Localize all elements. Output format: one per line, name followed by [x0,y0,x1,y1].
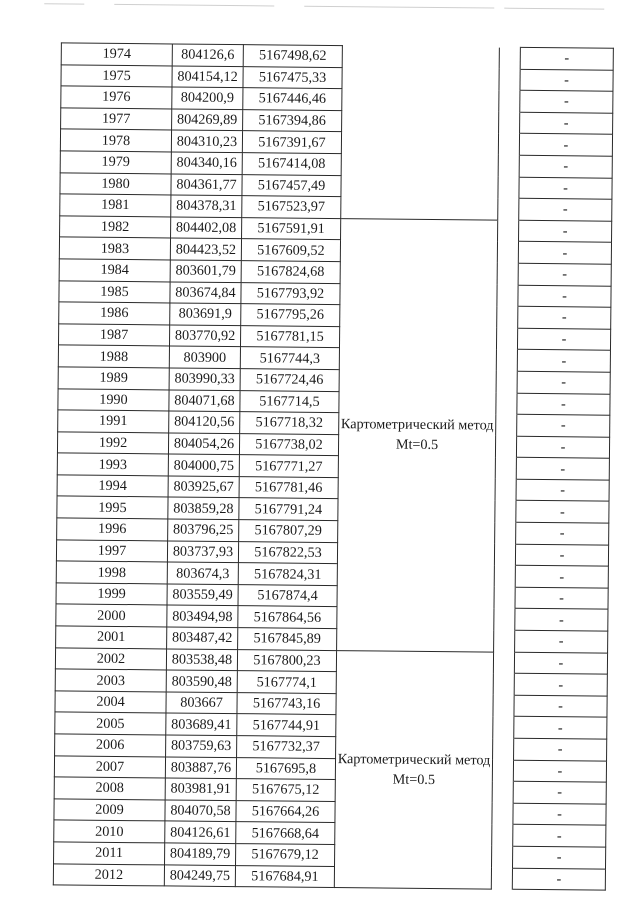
year-cell: 1983 [59,237,170,260]
method-cell-empty [342,46,499,69]
table-row [53,863,605,890]
column-gap [495,501,516,523]
accuracy-cell: - [517,414,610,436]
y-coordinate-cell: 5167732,37 [237,736,336,759]
y-coordinate-cell: 5167679,12 [236,844,335,867]
year-cell: 1976 [61,86,172,109]
column-gap [494,587,515,609]
year-cell: 2005 [55,712,166,735]
accuracy-cell: - [513,781,606,803]
year-cell: 1989 [58,367,169,390]
accuracy-cell: - [512,868,605,890]
x-coordinate-cell: 803674,3 [167,562,238,584]
x-coordinate-cell: 804120,56 [169,411,240,433]
accuracy-cell: - [520,69,613,91]
year-cell: 2006 [55,734,166,757]
method-accuracy-label: Mt=0.5 [392,771,436,788]
y-coordinate-cell: 5167774,1 [237,671,336,694]
y-coordinate-cell: 5167523,97 [242,196,341,219]
column-gap [496,349,517,371]
x-coordinate-cell: 803559,49 [167,584,238,606]
accuracy-cell: - [512,846,605,868]
accuracy-cell: - [519,155,612,177]
column-gap [497,306,518,328]
y-coordinate-cell: 5167800,23 [237,649,336,672]
y-coordinate-cell: 5167822,53 [238,541,337,564]
year-cell: 1987 [58,324,169,347]
x-coordinate-cell: 803691,9 [170,303,241,325]
y-coordinate-cell: 5167874,4 [238,584,337,607]
x-coordinate-cell: 803770,92 [169,325,240,347]
year-cell: 1982 [60,216,171,239]
column-gap [492,824,513,846]
x-coordinate-cell: 804070,58 [165,800,236,822]
accuracy-cell: - [513,803,606,825]
column-gap [499,47,520,69]
year-cell: 2007 [54,755,165,778]
y-coordinate-cell: 5167793,92 [241,282,340,305]
y-coordinate-cell: 5167457,49 [242,174,341,197]
column-gap [496,393,517,415]
accuracy-cell: - [516,501,609,523]
accuracy-cell: - [516,522,609,544]
year-cell: 1986 [59,302,170,325]
accuracy-cell: - [520,47,613,69]
year-cell: 1978 [60,129,171,152]
coordinates-table-body [53,43,613,890]
column-gap [493,716,514,738]
x-coordinate-cell: 804361,77 [171,174,242,196]
method-cell-empty [341,175,498,198]
x-coordinate-cell: 803494,98 [167,605,238,627]
column-gap [493,652,514,674]
accuracy-cell: - [519,220,612,242]
x-coordinate-cell: 803667 [166,692,237,714]
column-gap [499,69,520,91]
column-gap [497,285,518,307]
x-coordinate-cell: 804126,6 [172,44,243,66]
accuracy-cell: - [515,609,608,631]
x-coordinate-cell: 804378,31 [171,195,242,217]
x-coordinate-cell: 803689,41 [166,713,237,735]
year-cell: 1988 [58,345,169,368]
accuracy-cell: - [517,328,610,350]
year-cell: 2004 [55,691,166,714]
y-coordinate-cell: 5167744,91 [237,714,336,737]
y-coordinate-cell: 5167391,67 [242,131,341,154]
year-cell: 1975 [61,64,172,87]
method-cell-empty [342,89,499,112]
y-coordinate-cell: 5167675,12 [236,779,335,802]
y-coordinate-cell: 5167791,24 [239,498,338,521]
year-cell: 2001 [56,626,167,649]
y-coordinate-cell: 5167714,5 [240,390,339,413]
accuracy-cell: - [516,458,609,480]
accuracy-cell: - [514,695,607,717]
x-coordinate-cell: 803990,33 [169,368,240,390]
year-cell: 2011 [54,842,165,865]
x-coordinate-cell: 804071,68 [169,389,240,411]
x-coordinate-cell: 804310,23 [171,130,242,152]
method-cell-empty [341,197,498,220]
accuracy-cell: - [519,198,612,220]
x-coordinate-cell: 804402,08 [171,217,242,239]
y-coordinate-cell: 5167414,08 [242,153,341,176]
y-coordinate-cell: 5167446,46 [243,88,342,111]
accuracy-cell: - [515,587,608,609]
y-coordinate-cell: 5167771,27 [239,455,338,478]
x-coordinate-cell: 803859,28 [168,497,239,519]
year-cell: 2008 [54,777,165,800]
x-coordinate-cell: 803487,42 [167,627,238,649]
y-coordinate-cell: 5167684,91 [235,865,334,888]
accuracy-cell: - [514,738,607,760]
x-coordinate-cell: 804200,9 [172,87,243,109]
column-gap [495,479,516,501]
accuracy-cell: - [513,760,606,782]
y-coordinate-cell: 5167668,64 [236,822,335,845]
accuracy-cell: - [515,544,608,566]
y-coordinate-cell: 5167795,26 [241,304,340,327]
year-cell: 1997 [56,540,167,563]
x-coordinate-cell: 804054,26 [168,433,239,455]
x-coordinate-cell: 804423,52 [170,238,241,260]
accuracy-cell: - [518,306,611,328]
accuracy-cell: - [516,479,609,501]
column-gap [492,803,513,825]
method-cell-empty [342,110,499,133]
column-gap [493,738,514,760]
method-cell-empty [341,154,498,177]
year-cell: 2009 [54,799,165,822]
column-gap [494,609,515,631]
year-cell: 1980 [60,172,171,195]
year-cell: 2012 [53,863,164,886]
coordinates-table [53,42,614,890]
year-cell: 2003 [55,669,166,692]
x-coordinate-cell: 803590,48 [166,670,237,692]
year-cell: 1996 [57,518,168,541]
y-coordinate-cell: 5167824,31 [238,563,337,586]
y-coordinate-cell: 5167845,89 [238,628,337,651]
method-accuracy-label: Mt=0.5 [395,436,439,454]
year-cell: 1992 [57,432,168,455]
year-cell: 1979 [60,151,171,174]
year-cell: 1985 [59,280,170,303]
accuracy-cell: - [515,630,608,652]
x-coordinate-cell: 804126,61 [165,821,236,843]
accuracy-cell: - [519,177,612,199]
x-coordinate-cell: 804340,16 [171,152,242,174]
y-coordinate-cell: 5167394,86 [243,109,342,132]
accuracy-cell: - [516,436,609,458]
method-cell-empty [341,132,498,155]
accuracy-cell: - [517,393,610,415]
year-cell: 1993 [57,453,168,476]
column-gap [498,155,519,177]
y-coordinate-cell: 5167475,33 [243,66,342,89]
column-gap [499,112,520,134]
column-gap [495,436,516,458]
y-coordinate-cell: 5167824,68 [241,261,340,284]
x-coordinate-cell: 803538,48 [166,649,237,671]
y-coordinate-cell: 5167781,15 [240,325,339,348]
method-cell-empty [342,67,499,90]
accuracy-cell: - [517,371,610,393]
x-coordinate-cell: 804189,79 [165,843,236,865]
column-gap [492,781,513,803]
y-coordinate-cell: 5167609,52 [241,239,340,262]
y-coordinate-cell: 5167695,8 [236,757,335,780]
year-cell: 1977 [61,108,172,131]
column-gap [495,457,516,479]
scan-artifact [304,6,494,9]
year-cell: 1995 [57,496,168,519]
x-coordinate-cell: 804154,12 [172,66,243,88]
x-coordinate-cell: 804000,75 [168,454,239,476]
year-cell: 2002 [55,648,166,671]
accuracy-cell: - [515,566,608,588]
column-gap [496,371,517,393]
column-gap [493,695,514,717]
x-coordinate-cell: 803601,79 [170,260,241,282]
column-gap [499,90,520,112]
x-coordinate-cell: 803887,76 [165,757,236,779]
y-coordinate-cell: 5167807,29 [239,520,338,543]
y-coordinate-cell: 5167781,46 [239,477,338,500]
column-gap [494,565,515,587]
column-gap [496,414,517,436]
x-coordinate-cell: 804249,75 [164,864,235,886]
column-gap [497,241,518,263]
x-coordinate-cell: 804269,89 [172,109,243,131]
x-coordinate-cell: 803900 [169,346,240,368]
column-gap [494,544,515,566]
x-coordinate-cell: 803796,25 [168,519,239,541]
accuracy-cell: - [514,673,607,695]
year-cell: 1984 [59,259,170,282]
column-gap [491,846,512,868]
year-cell: 1974 [61,43,172,66]
column-gap [495,522,516,544]
method-label: Картометрический метод [337,750,491,769]
y-coordinate-cell: 5167664,26 [236,800,335,823]
accuracy-cell: - [518,285,611,307]
scan-artifact [114,4,274,7]
year-cell: 1990 [58,388,169,411]
x-coordinate-cell: 803674,84 [170,281,241,303]
x-coordinate-cell: 803759,63 [166,735,237,757]
y-coordinate-cell: 5167738,02 [239,433,338,456]
accuracy-cell: - [514,717,607,739]
accuracy-cell: - [517,350,610,372]
accuracy-cell: - [518,242,611,264]
y-coordinate-cell: 5167724,46 [240,369,339,392]
column-gap [492,760,513,782]
y-coordinate-cell: 5167743,16 [237,692,336,715]
y-coordinate-cell: 5167498,62 [243,45,342,68]
y-coordinate-cell: 5167718,32 [240,412,339,435]
accuracy-cell: - [513,825,606,847]
year-cell: 1991 [58,410,169,433]
year-cell: 1999 [56,583,167,606]
y-coordinate-cell: 5167744,3 [240,347,339,370]
x-coordinate-cell: 803737,93 [167,541,238,563]
accuracy-cell: - [518,263,611,285]
column-gap [496,328,517,350]
y-coordinate-cell: 5167864,56 [238,606,337,629]
y-coordinate-cell: 5167591,91 [242,217,341,240]
scan-artifact [504,8,604,10]
accuracy-cell: - [520,90,613,112]
year-cell: 1998 [56,561,167,584]
method-cell [337,218,498,651]
scan-artifact [44,3,84,4]
column-gap [498,177,519,199]
column-gap [497,263,518,285]
column-gap [498,133,519,155]
accuracy-cell: - [514,652,607,674]
method-label: Картометрический метод [340,416,494,434]
x-coordinate-cell: 803925,67 [168,476,239,498]
column-gap [498,220,519,242]
accuracy-cell: - [519,134,612,156]
year-cell: 2000 [56,604,167,627]
year-cell: 1994 [57,475,168,498]
method-cell [334,650,493,889]
column-gap [494,630,515,652]
column-gap [493,673,514,695]
x-coordinate-cell: 803981,91 [165,778,236,800]
year-cell: 1981 [60,194,171,217]
year-cell: 2010 [54,820,165,843]
accuracy-cell: - [520,112,613,134]
column-gap [491,868,512,890]
column-gap [498,198,519,220]
